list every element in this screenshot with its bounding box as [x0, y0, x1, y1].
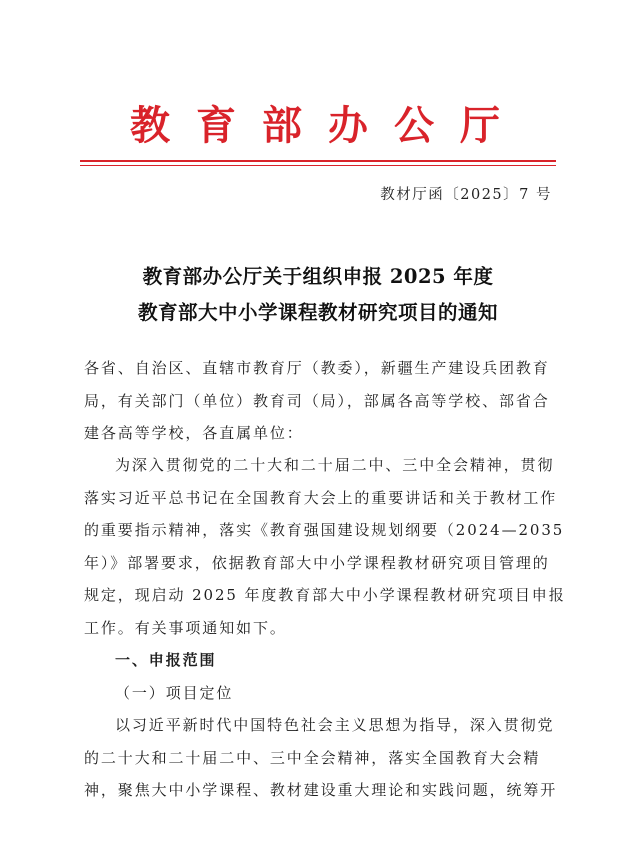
issuing-authority-header: 教育部办公厅: [130, 102, 526, 149]
paragraph-line: 的重要指示精神，落实《教育强国建设规划纲要（2024—2035: [84, 521, 565, 539]
addressee-line: 局，有关部门（单位）教育司（局），部属各高等学校、部省合: [84, 391, 550, 410]
paragraph-line: 工作。有关事项通知如下。: [84, 618, 287, 637]
paragraph-line: 为深入贯彻党的二十大和二十届二中、三中全会精神，贯彻: [115, 456, 555, 474]
subsection-heading: （一）项目定位: [115, 683, 234, 702]
document-title-line-2: 教育部大中小学课程教材研究项目的通知: [137, 301, 498, 324]
section-1: [84, 644, 558, 807]
section-heading: 一、申报范围: [115, 651, 217, 669]
paragraph-line: 年）》部署要求，依据教育部大中小学课程教材研究项目管理的: [84, 553, 550, 572]
document-title-line-1: 教育部办公厅关于组织申报 2025 年度: [142, 265, 494, 288]
addressee-line: 各省、自治区、直辖市教育厅（教委），新疆生产建设兵团教育: [84, 359, 550, 377]
document-number: 教材厅函〔2025〕7 号: [380, 187, 552, 203]
addressee-line: 建各高等学校，各直属单位：: [84, 424, 304, 442]
paragraph-line: 的二十大和二十届二中、三中全会精神，落实全国教育大会精: [84, 748, 541, 767]
paragraph-line: 以习近平新时代中国特色社会主义思想为指导，深入贯彻党: [115, 716, 555, 734]
paragraph-line: 落实习近平总书记在全国教育大会上的重要讲话和关于教材工作: [84, 488, 558, 507]
red-separator-thick: [80, 160, 556, 162]
addressee-block: [84, 352, 554, 450]
intro-paragraph: [84, 449, 566, 644]
red-separator-thin: [80, 165, 556, 166]
paragraph-line: 规定，现启动 2025 年度教育部大中小学课程教材研究项目申报: [84, 586, 566, 604]
paragraph-line: 神，聚焦大中小学课程、教材建设重大理论和实践问题，统筹开: [84, 781, 558, 799]
